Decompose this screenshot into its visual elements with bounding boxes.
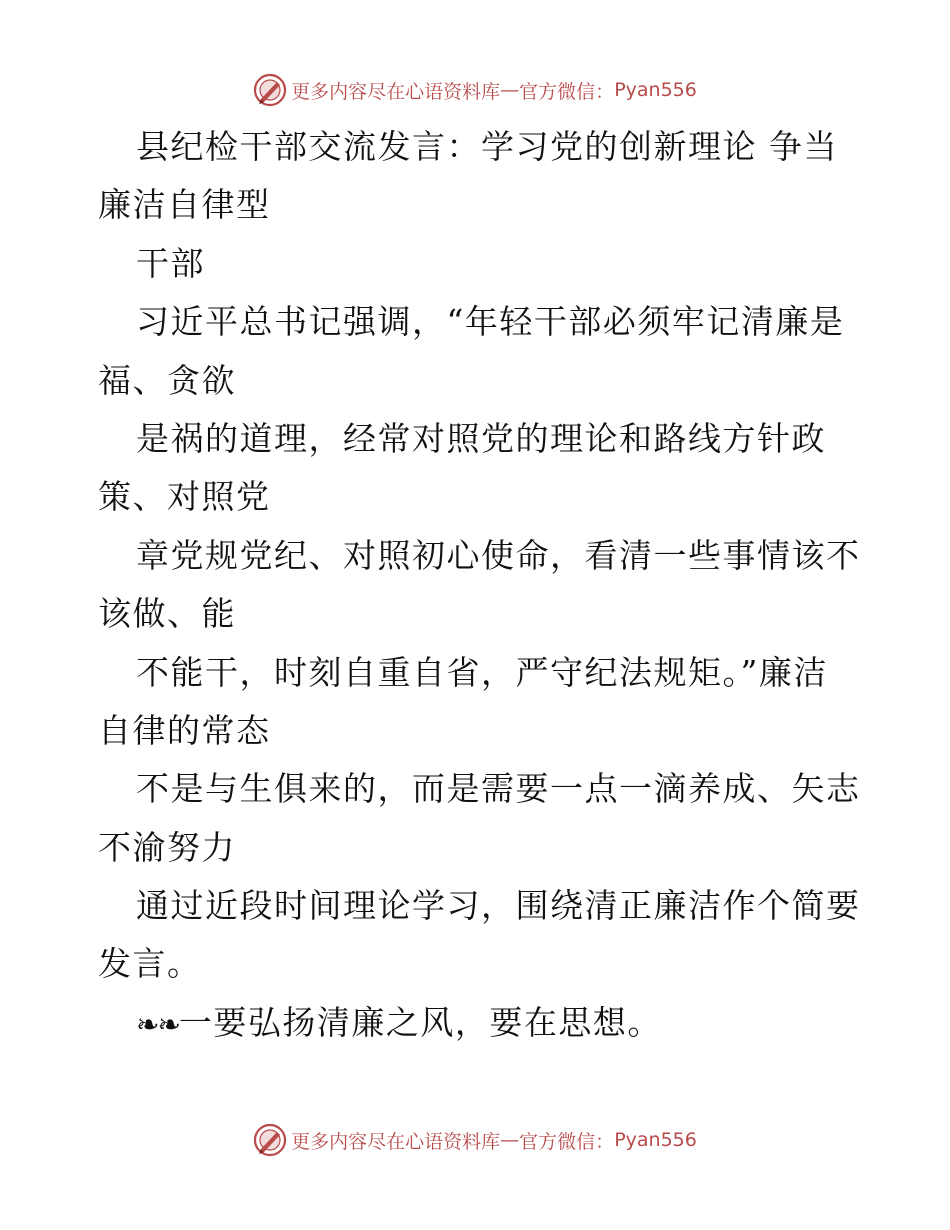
body-line: 不渝努力 bbox=[98, 827, 236, 867]
last-line-text: 一要弘扬清廉之风，要在思想。 bbox=[178, 1002, 662, 1042]
body-line: 发言。 bbox=[98, 944, 202, 984]
footer-wechat-id: Pyan556 bbox=[614, 1129, 697, 1151]
footer-promo-text: 更多内容尽在心语资料库 bbox=[291, 1130, 501, 1153]
body-line: 县纪检干部交流发言：学习党的创新理论 争当 bbox=[136, 127, 838, 166]
body-line: 福、贪欲 bbox=[98, 360, 236, 400]
body-line: 该做、能 bbox=[98, 594, 236, 634]
footer-banner bbox=[0, 1120, 950, 1160]
pen-seal-logo-icon bbox=[253, 1123, 287, 1157]
header-wechat-label: 官方微信： bbox=[519, 80, 615, 103]
header-separator: — bbox=[500, 79, 520, 101]
header-promo-text: 更多内容尽在心语资料库 bbox=[291, 80, 501, 103]
header-wechat-id: Pyan556 bbox=[614, 79, 697, 101]
body-line: 不能干，时刻自重自省，严守纪法规矩。”廉洁 bbox=[136, 652, 828, 692]
footer-separator: — bbox=[500, 1129, 520, 1151]
footer-wechat-label: 官方微信： bbox=[519, 1130, 615, 1153]
body-line: 是祸的道理，经常对照党的理论和路线方针政 bbox=[136, 418, 826, 458]
floral-ornament-icon: ❧❧ bbox=[136, 1007, 179, 1041]
body-line: 不是与生俱来的，而是需要一点一滴养成、矢志 bbox=[136, 769, 861, 809]
body-line-last bbox=[98, 994, 858, 1052]
body-line: 通过近段时间理论学习，围绕清正廉洁作个简要 bbox=[136, 886, 861, 926]
body-line: 章党规党纪、对照初心使命，看清一些事情该不 bbox=[136, 535, 861, 575]
body-line: 策、对照党 bbox=[98, 477, 271, 517]
body-line: 廉洁自律型 bbox=[98, 185, 271, 225]
header-banner bbox=[0, 70, 950, 110]
body-line: 习近平总书记强调，“年轻干部必须牢记清廉是 bbox=[136, 302, 845, 342]
body-line: 自律的常态 bbox=[98, 710, 271, 750]
document-body bbox=[98, 118, 861, 1052]
body-line: 干部 bbox=[136, 243, 205, 283]
pen-seal-logo-icon bbox=[253, 73, 287, 107]
